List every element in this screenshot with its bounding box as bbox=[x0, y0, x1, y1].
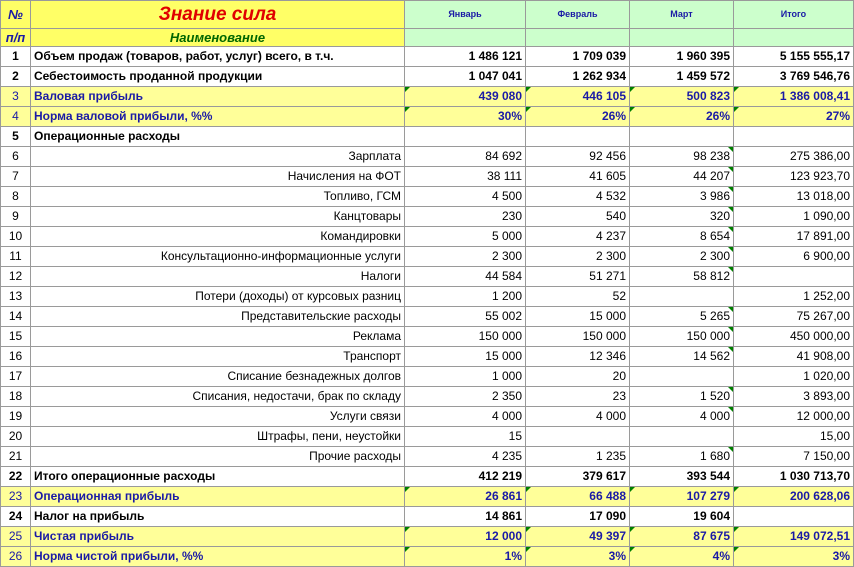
cell-february[interactable]: 51 271 bbox=[526, 267, 630, 287]
cell-total[interactable]: 15,00 bbox=[734, 427, 854, 447]
header-february[interactable]: Февраль bbox=[526, 1, 630, 29]
row-name[interactable]: Канцтовары bbox=[31, 207, 405, 227]
row-number[interactable]: 14 bbox=[1, 307, 31, 327]
cell-january[interactable]: 44 584 bbox=[405, 267, 526, 287]
cell-march[interactable]: 1 520 bbox=[630, 387, 734, 407]
row-name[interactable]: Консультационно-информационные услуги bbox=[31, 247, 405, 267]
row-number[interactable]: 16 bbox=[1, 347, 31, 367]
cell-total[interactable] bbox=[734, 507, 854, 527]
table-row bbox=[1, 427, 854, 447]
cell-march[interactable]: 107 279 bbox=[630, 487, 734, 507]
cell-march[interactable]: 320 bbox=[630, 207, 734, 227]
row-name[interactable]: Командировки bbox=[31, 227, 405, 247]
row-number[interactable]: 22 bbox=[1, 467, 31, 487]
cell-february[interactable]: 12 346 bbox=[526, 347, 630, 367]
cell-total[interactable]: 3 893,00 bbox=[734, 387, 854, 407]
cell-january[interactable]: 4 500 bbox=[405, 187, 526, 207]
cell-march[interactable]: 1 960 395 bbox=[630, 47, 734, 67]
row-number[interactable]: 8 bbox=[1, 187, 31, 207]
row-number[interactable]: 7 bbox=[1, 167, 31, 187]
row-number[interactable]: 11 bbox=[1, 247, 31, 267]
table-row bbox=[1, 527, 854, 547]
row-number[interactable]: 18 bbox=[1, 387, 31, 407]
cell-february[interactable]: 1 235 bbox=[526, 447, 630, 467]
cell-march[interactable]: 150 000 bbox=[630, 327, 734, 347]
row-number[interactable]: 1 bbox=[1, 47, 31, 67]
row-number[interactable]: 19 bbox=[1, 407, 31, 427]
cell-january[interactable]: 1 486 121 bbox=[405, 47, 526, 67]
cell-total[interactable]: 75 267,00 bbox=[734, 307, 854, 327]
table-row bbox=[1, 287, 854, 307]
row-name[interactable]: Итого операционные расходы bbox=[31, 467, 405, 487]
row-name[interactable]: Чистая прибыль bbox=[31, 527, 405, 547]
row-name[interactable]: Валовая прибыль bbox=[31, 87, 405, 107]
cell-march[interactable]: 3 986 bbox=[630, 187, 734, 207]
cell-total[interactable]: 123 923,70 bbox=[734, 167, 854, 187]
cell-january[interactable]: 14 861 bbox=[405, 507, 526, 527]
cell-total[interactable]: 6 900,00 bbox=[734, 247, 854, 267]
cell-january[interactable]: 1 200 bbox=[405, 287, 526, 307]
cell-february[interactable]: 4 237 bbox=[526, 227, 630, 247]
row-name[interactable]: Норма чистой прибыли, %% bbox=[31, 547, 405, 567]
table-row bbox=[1, 507, 854, 527]
cell-january[interactable]: 412 219 bbox=[405, 467, 526, 487]
table-row bbox=[1, 367, 854, 387]
table-row bbox=[1, 387, 854, 407]
header-march[interactable]: Март bbox=[630, 1, 734, 29]
cell-february[interactable]: 2 300 bbox=[526, 247, 630, 267]
table-row bbox=[1, 207, 854, 227]
cell-february[interactable] bbox=[526, 127, 630, 147]
cell-march[interactable]: 26% bbox=[630, 107, 734, 127]
cell-total[interactable]: 12 000,00 bbox=[734, 407, 854, 427]
table-row bbox=[1, 267, 854, 287]
cell-march[interactable]: 8 654 bbox=[630, 227, 734, 247]
cell-january[interactable]: 84 692 bbox=[405, 147, 526, 167]
cell-total[interactable]: 1 020,00 bbox=[734, 367, 854, 387]
row-name[interactable]: Зарплата bbox=[31, 147, 405, 167]
cell-total[interactable]: 13 018,00 bbox=[734, 187, 854, 207]
cell-total[interactable]: 1 386 008,41 bbox=[734, 87, 854, 107]
cell-february[interactable]: 1 262 934 bbox=[526, 67, 630, 87]
table-row bbox=[1, 87, 854, 107]
cell-march[interactable]: 19 604 bbox=[630, 507, 734, 527]
cell-january[interactable]: 30% bbox=[405, 107, 526, 127]
table-row bbox=[1, 467, 854, 487]
cell-total[interactable]: 5 155 555,17 bbox=[734, 47, 854, 67]
row-name[interactable]: Услуги связи bbox=[31, 407, 405, 427]
table-row bbox=[1, 67, 854, 87]
row-number[interactable]: 2 bbox=[1, 67, 31, 87]
cell-total[interactable]: 41 908,00 bbox=[734, 347, 854, 367]
table-row bbox=[1, 547, 854, 567]
row-number[interactable]: 9 bbox=[1, 207, 31, 227]
header-blank-cell[interactable] bbox=[734, 29, 854, 47]
table-row bbox=[1, 407, 854, 427]
cell-total[interactable]: 3 769 546,76 bbox=[734, 67, 854, 87]
sheet-title[interactable]: Знание сила bbox=[31, 1, 405, 29]
cell-total[interactable]: 200 628,06 bbox=[734, 487, 854, 507]
cell-january[interactable]: 26 861 bbox=[405, 487, 526, 507]
cell-january[interactable]: 12 000 bbox=[405, 527, 526, 547]
cell-total[interactable]: 450 000,00 bbox=[734, 327, 854, 347]
cell-january[interactable]: 2 300 bbox=[405, 247, 526, 267]
row-name[interactable]: Объем продаж (товаров, работ, услуг) всего, в т.ч. bbox=[31, 47, 405, 67]
row-name[interactable]: Налог на прибыль bbox=[31, 507, 405, 527]
cell-march[interactable]: 44 207 bbox=[630, 167, 734, 187]
row-number[interactable]: 15 bbox=[1, 327, 31, 347]
cell-february[interactable]: 23 bbox=[526, 387, 630, 407]
header-number-top[interactable]: № bbox=[1, 1, 31, 29]
header-january[interactable]: Январь bbox=[405, 1, 526, 29]
row-name[interactable]: Транспорт bbox=[31, 347, 405, 367]
row-name[interactable]: Потери (доходы) от курсовых разниц bbox=[31, 287, 405, 307]
row-name[interactable]: Налоги bbox=[31, 267, 405, 287]
cell-february[interactable]: 1 709 039 bbox=[526, 47, 630, 67]
row-name[interactable]: Себестоимость проданной продукции bbox=[31, 67, 405, 87]
row-number[interactable]: 5 bbox=[1, 127, 31, 147]
cell-february[interactable]: 446 105 bbox=[526, 87, 630, 107]
table-row bbox=[1, 187, 854, 207]
cell-march[interactable]: 2 300 bbox=[630, 247, 734, 267]
cell-march[interactable] bbox=[630, 127, 734, 147]
row-number[interactable]: 3 bbox=[1, 87, 31, 107]
cell-march[interactable]: 1 680 bbox=[630, 447, 734, 467]
cell-january[interactable] bbox=[405, 127, 526, 147]
cell-february[interactable] bbox=[526, 427, 630, 447]
cell-march[interactable]: 14 562 bbox=[630, 347, 734, 367]
cell-january[interactable]: 1 047 041 bbox=[405, 67, 526, 87]
table-row bbox=[1, 487, 854, 507]
cell-february[interactable]: 4 532 bbox=[526, 187, 630, 207]
cell-february[interactable]: 26% bbox=[526, 107, 630, 127]
cell-march[interactable]: 4% bbox=[630, 547, 734, 567]
row-name[interactable]: Реклама bbox=[31, 327, 405, 347]
cell-march[interactable] bbox=[630, 287, 734, 307]
header-name[interactable]: Наименование bbox=[31, 29, 405, 47]
row-number[interactable]: 13 bbox=[1, 287, 31, 307]
cell-january[interactable]: 55 002 bbox=[405, 307, 526, 327]
header-blank-cell[interactable] bbox=[630, 29, 734, 47]
table-row bbox=[1, 127, 854, 147]
row-name[interactable]: Операционная прибыль bbox=[31, 487, 405, 507]
header-number-bottom[interactable]: п/п bbox=[1, 29, 31, 47]
cell-january[interactable]: 1% bbox=[405, 547, 526, 567]
table-row bbox=[1, 147, 854, 167]
cell-february[interactable]: 150 000 bbox=[526, 327, 630, 347]
cell-total[interactable]: 149 072,51 bbox=[734, 527, 854, 547]
row-number[interactable]: 26 bbox=[1, 547, 31, 567]
header-blank-cell[interactable] bbox=[405, 29, 526, 47]
table-row bbox=[1, 447, 854, 467]
cell-total[interactable]: 275 386,00 bbox=[734, 147, 854, 167]
cell-march[interactable]: 4 000 bbox=[630, 407, 734, 427]
row-number[interactable]: 17 bbox=[1, 367, 31, 387]
cell-january[interactable]: 230 bbox=[405, 207, 526, 227]
cell-march[interactable]: 58 812 bbox=[630, 267, 734, 287]
cell-january[interactable]: 150 000 bbox=[405, 327, 526, 347]
cell-february[interactable]: 4 000 bbox=[526, 407, 630, 427]
cell-january[interactable]: 2 350 bbox=[405, 387, 526, 407]
cell-march[interactable] bbox=[630, 427, 734, 447]
row-number[interactable]: 24 bbox=[1, 507, 31, 527]
row-name[interactable]: Штрафы, пени, неустойки bbox=[31, 427, 405, 447]
row-name[interactable]: Начисления на ФОТ bbox=[31, 167, 405, 187]
table-row bbox=[1, 227, 854, 247]
cell-january[interactable]: 15 000 bbox=[405, 347, 526, 367]
cell-february[interactable]: 49 397 bbox=[526, 527, 630, 547]
table-row bbox=[1, 107, 854, 127]
row-number[interactable]: 6 bbox=[1, 147, 31, 167]
cell-february[interactable]: 41 605 bbox=[526, 167, 630, 187]
cell-january[interactable]: 5 000 bbox=[405, 227, 526, 247]
row-name[interactable]: Представительские расходы bbox=[31, 307, 405, 327]
table-row bbox=[1, 307, 854, 327]
table-row bbox=[1, 247, 854, 267]
cell-total[interactable]: 1 090,00 bbox=[734, 207, 854, 227]
table-row bbox=[1, 47, 854, 67]
cell-total[interactable]: 17 891,00 bbox=[734, 227, 854, 247]
row-number[interactable]: 23 bbox=[1, 487, 31, 507]
cell-total[interactable]: 27% bbox=[734, 107, 854, 127]
cell-february[interactable]: 66 488 bbox=[526, 487, 630, 507]
cell-total[interactable] bbox=[734, 267, 854, 287]
cell-total[interactable]: 7 150,00 bbox=[734, 447, 854, 467]
table-row bbox=[1, 347, 854, 367]
cell-february[interactable]: 17 090 bbox=[526, 507, 630, 527]
row-name[interactable]: Прочие расходы bbox=[31, 447, 405, 467]
cell-march[interactable]: 5 265 bbox=[630, 307, 734, 327]
row-name[interactable]: Норма валовой прибыли, %% bbox=[31, 107, 405, 127]
cell-january[interactable]: 4 235 bbox=[405, 447, 526, 467]
cell-march[interactable]: 500 823 bbox=[630, 87, 734, 107]
row-number[interactable]: 21 bbox=[1, 447, 31, 467]
cell-january[interactable]: 439 080 bbox=[405, 87, 526, 107]
cell-january[interactable]: 15 bbox=[405, 427, 526, 447]
cell-march[interactable]: 87 675 bbox=[630, 527, 734, 547]
cell-march[interactable]: 98 238 bbox=[630, 147, 734, 167]
table-row bbox=[1, 167, 854, 187]
row-name[interactable]: Топливо, ГСМ bbox=[31, 187, 405, 207]
header-total[interactable]: Итого bbox=[734, 1, 854, 29]
cell-january[interactable]: 4 000 bbox=[405, 407, 526, 427]
row-number[interactable]: 10 bbox=[1, 227, 31, 247]
row-number[interactable]: 20 bbox=[1, 427, 31, 447]
cell-march[interactable]: 393 544 bbox=[630, 467, 734, 487]
cell-february[interactable]: 52 bbox=[526, 287, 630, 307]
row-number[interactable]: 12 bbox=[1, 267, 31, 287]
row-number[interactable]: 25 bbox=[1, 527, 31, 547]
cell-total[interactable] bbox=[734, 127, 854, 147]
row-name[interactable]: Списания, недостачи, брак по складу bbox=[31, 387, 405, 407]
row-name[interactable]: Списание безнадежных долгов bbox=[31, 367, 405, 387]
cell-february[interactable]: 3% bbox=[526, 547, 630, 567]
cell-january[interactable]: 1 000 bbox=[405, 367, 526, 387]
table-row bbox=[1, 327, 854, 347]
cell-february[interactable]: 20 bbox=[526, 367, 630, 387]
header-blank-cell[interactable] bbox=[526, 29, 630, 47]
cell-january[interactable]: 38 111 bbox=[405, 167, 526, 187]
cell-february[interactable]: 92 456 bbox=[526, 147, 630, 167]
cell-total[interactable]: 1 252,00 bbox=[734, 287, 854, 307]
cell-total[interactable]: 3% bbox=[734, 547, 854, 567]
cell-february[interactable]: 379 617 bbox=[526, 467, 630, 487]
cell-march[interactable] bbox=[630, 367, 734, 387]
row-name[interactable]: Операционные расходы bbox=[31, 127, 405, 147]
cell-march[interactable]: 1 459 572 bbox=[630, 67, 734, 87]
cell-february[interactable]: 540 bbox=[526, 207, 630, 227]
cell-total[interactable]: 1 030 713,70 bbox=[734, 467, 854, 487]
cell-february[interactable]: 15 000 bbox=[526, 307, 630, 327]
row-number[interactable]: 4 bbox=[1, 107, 31, 127]
